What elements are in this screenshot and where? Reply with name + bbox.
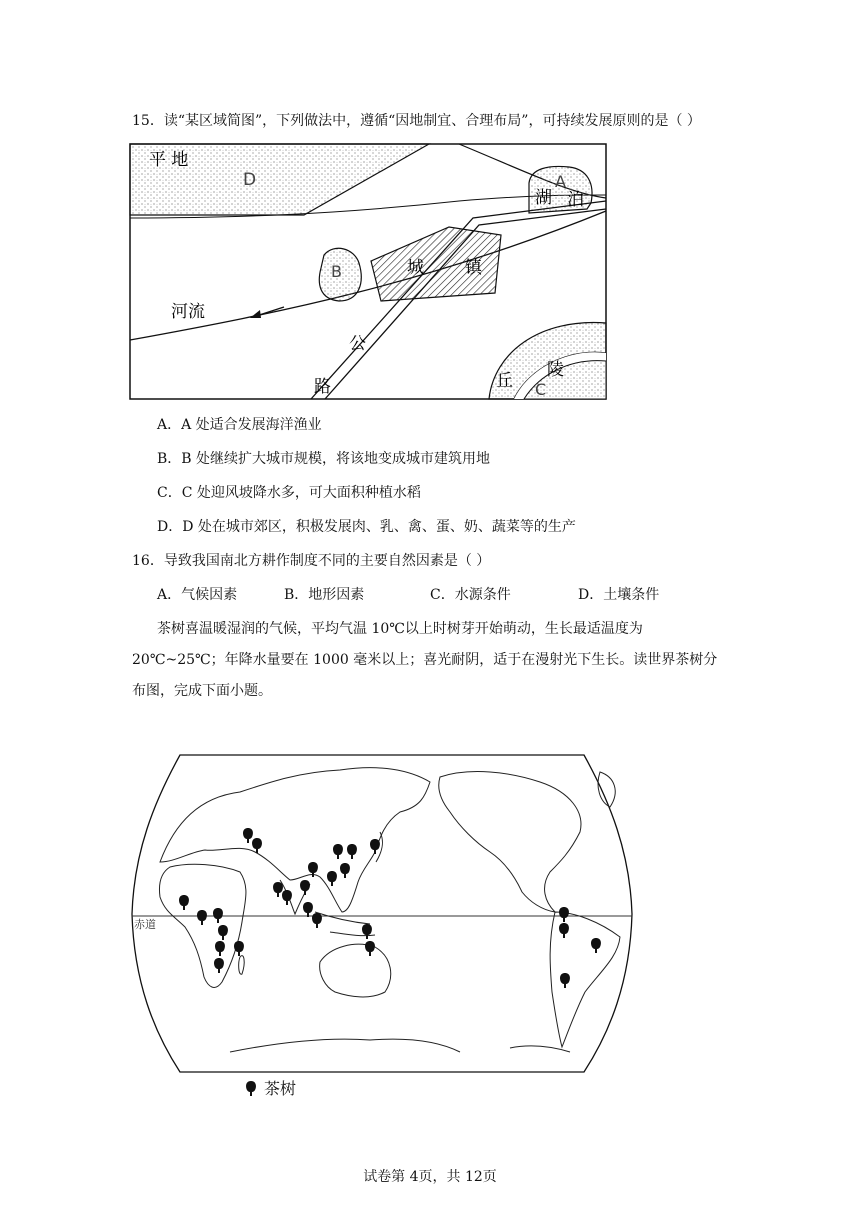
label-lake-2: 泊 — [567, 190, 584, 210]
label-river: 河流 — [171, 302, 205, 322]
label-plain: 平 地 — [149, 150, 189, 170]
label-lake-1: 湖 — [535, 188, 552, 208]
label-b: B — [331, 262, 342, 281]
label-town-2: 镇 — [465, 258, 482, 278]
q16-option-d[interactable]: D．土壤条件 — [578, 587, 660, 603]
label-town-1: 城 — [407, 258, 424, 278]
q15-stem: 15．读“某区域简图”，下列做法中，遵循“因地制宜、合理布局”，可持续发展原则的是（ ） — [132, 113, 701, 129]
regional-sketch-map — [129, 143, 609, 401]
equator-label: 赤道 — [134, 918, 156, 931]
q16-option-b[interactable]: B．地形因素 — [284, 587, 365, 603]
q15-option-c[interactable]: C．C 处迎风坡降水多，可大面积种植水稻 — [157, 485, 421, 501]
q15-option-b[interactable]: B．B 处继续扩大城市规模，将该地变成城市建筑用地 — [157, 451, 491, 467]
passage-line-2: 20℃~25℃；年降水量要在 1000 毫米以上；喜光耐阴，适于在漫射光下生长。读世界茶树分 — [132, 652, 718, 668]
label-hill-2: 陵 — [547, 360, 564, 380]
q15-option-d[interactable]: D．D 处在城市郊区，积极发展肉、乳、禽、蛋、奶、蔬菜等的生产 — [157, 519, 576, 535]
q16-option-c[interactable]: C．水源条件 — [430, 587, 511, 603]
passage-line-1: 茶树喜温暖湿润的气候，平均气温 10℃以上时树芽开始萌动，生长最适温度为 — [157, 621, 643, 637]
passage-line-3: 布图，完成下面小题。 — [132, 683, 272, 699]
label-road-1: 公 — [349, 334, 366, 354]
label-road-2: 路 — [314, 377, 331, 397]
label-a: A — [555, 172, 566, 191]
legend-label: 茶树 — [264, 1079, 297, 1098]
q15-option-a[interactable]: A．A 处适合发展海洋渔业 — [157, 417, 322, 433]
map-legend — [244, 1076, 296, 1099]
label-hill-1: 丘 — [496, 371, 513, 391]
label-c: C — [535, 380, 547, 399]
tea-tree-icon — [244, 1078, 258, 1098]
q16-stem: 16．导致我国南北方耕作制度不同的主要自然因素是（ ） — [132, 553, 491, 569]
world-tea-map — [130, 752, 634, 1100]
q16-option-a[interactable]: A．气候因素 — [157, 587, 238, 603]
page-footer: 试卷第 4页，共 12页 — [363, 1169, 497, 1185]
label-d: D — [243, 170, 257, 190]
